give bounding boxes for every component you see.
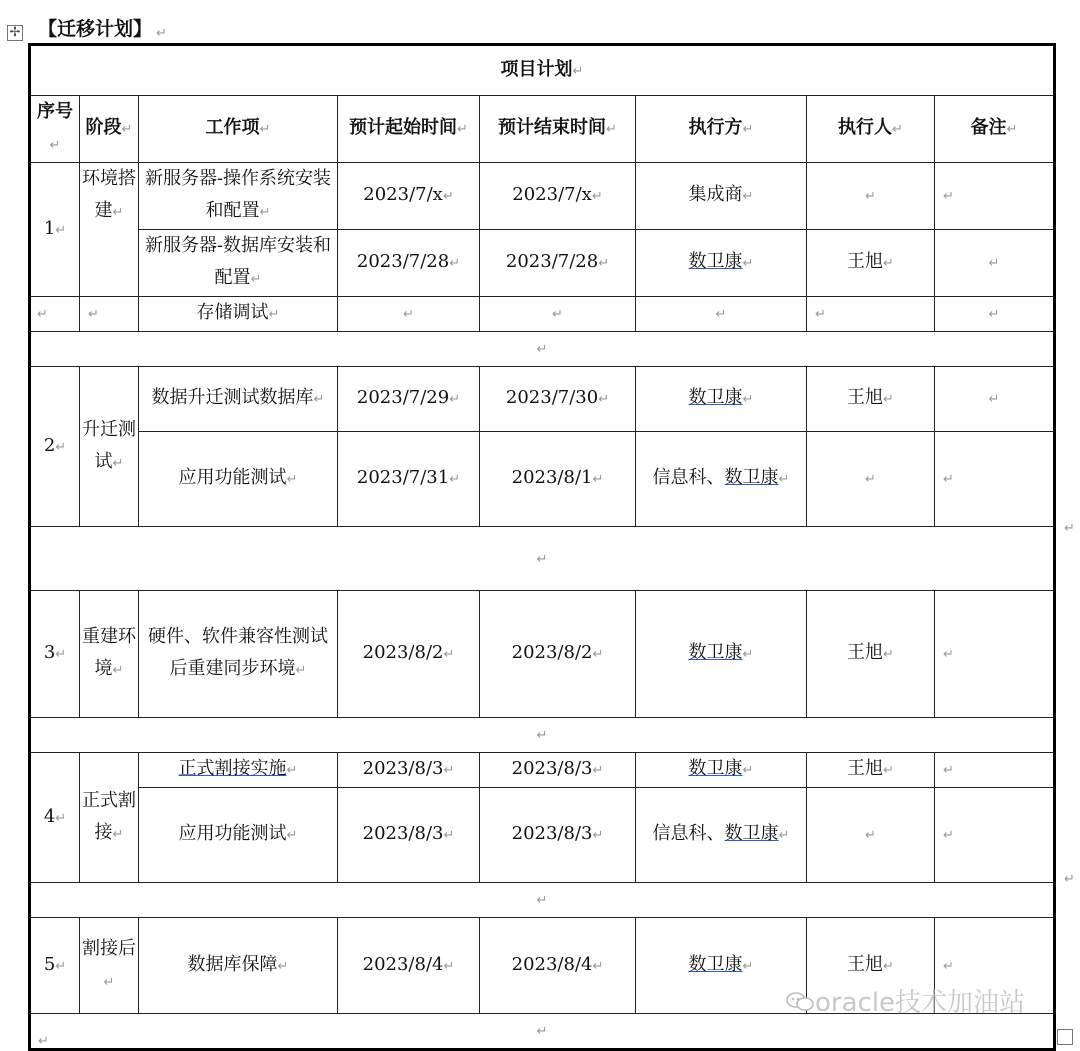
table-move-handle[interactable]: ✢ [7, 25, 23, 41]
note-cell: ↵ [935, 163, 1055, 230]
row-end-mark: ↵ [1064, 872, 1075, 887]
task-cell: 新服务器-操作系统安装和配置↵ [139, 163, 338, 230]
task-cell: 数据升迁测试数据库↵ [139, 367, 338, 432]
seq-cell: 1↵ [30, 163, 80, 297]
note-cell: ↵ [935, 918, 1055, 1014]
table-row [30, 753, 1055, 788]
seq-cell: 5↵ [30, 918, 80, 1014]
project-plan-table [28, 43, 1056, 1051]
person-cell: 王旭↵ [807, 753, 935, 788]
start-cell: 2023/8/4↵ [338, 918, 480, 1014]
party-cell: 数卫康↵ [636, 230, 807, 297]
party-cell: 数卫康↵ [636, 367, 807, 432]
end-cell: 2023/8/3↵ [480, 788, 636, 883]
document-heading [38, 14, 167, 41]
note-cell: ↵ [935, 591, 1055, 718]
start-cell: 2023/7/28↵ [338, 230, 480, 297]
start-cell: 2023/7/29↵ [338, 367, 480, 432]
task-cell: 应用功能测试↵ [139, 788, 338, 883]
table-resize-handle[interactable] [1057, 1029, 1073, 1045]
paragraph-mark: ↵ [156, 26, 167, 41]
party-cell: 数卫康↵ [636, 591, 807, 718]
start-cell: 2023/8/3↵ [338, 788, 480, 883]
person-cell: 王旭↵ [807, 230, 935, 297]
header-note: 备注↵ [935, 96, 1055, 163]
table-row [30, 230, 1055, 297]
end-cell: 2023/7/28↵ [480, 230, 636, 297]
party-cell: 数卫康↵ [636, 753, 807, 788]
header-person: 执行人↵ [807, 96, 935, 163]
task-cell: 应用功能测试↵ [139, 432, 338, 527]
person-cell: 王旭↵ [807, 591, 935, 718]
task-cell: 新服务器-数据库安装和配置↵ [139, 230, 338, 297]
table-row [30, 297, 1055, 332]
table-caption: 项目计划↵ [30, 45, 1055, 96]
party-cell: ↵ [636, 297, 807, 332]
spacer-cell: ↵ [30, 1014, 1055, 1050]
start-cell: 2023/7/31↵ [338, 432, 480, 527]
seq-cell: 2↵ [30, 367, 80, 527]
phase-cell: 升迁测试↵ [80, 367, 139, 527]
paragraph-mark: ↵ [38, 1034, 49, 1049]
end-cell: 2023/8/1↵ [480, 432, 636, 527]
party-cell: 信息科、数卫康↵ [636, 432, 807, 527]
task-cell: 存储调试↵ [139, 297, 338, 332]
header-row [30, 96, 1055, 163]
phase-cell: 环境搭建↵ [80, 163, 139, 297]
note-cell: ↵ [935, 753, 1055, 788]
start-cell: 2023/8/3↵ [338, 753, 480, 788]
task-cell: 硬件、软件兼容性测试后重建同步环境↵ [139, 591, 338, 718]
table-row [30, 591, 1055, 718]
party-cell: 数卫康↵ [636, 918, 807, 1014]
task-cell: 正式割接实施↵ [139, 753, 338, 788]
party-cell: 信息科、数卫康↵ [636, 788, 807, 883]
note-cell: ↵ [935, 297, 1055, 332]
header-start: 预计起始时间↵ [338, 96, 480, 163]
start-cell: ↵ [338, 297, 480, 332]
spacer-row [30, 883, 1055, 918]
note-cell: ↵ [935, 432, 1055, 527]
wechat-icon [785, 991, 815, 1013]
spacer-row [30, 527, 1055, 591]
spacer-row [30, 718, 1055, 753]
header-phase: 阶段↵ [80, 96, 139, 163]
person-cell: ↵ [807, 788, 935, 883]
seq-cell: 4↵ [30, 753, 80, 883]
caption-row [30, 45, 1055, 96]
seq-cell: 3↵ [30, 591, 80, 718]
header-end: 预计结束时间↵ [480, 96, 636, 163]
person-cell: ↵ [807, 432, 935, 527]
phase-cell: 割接后↵ [80, 918, 139, 1014]
note-cell: ↵ [935, 788, 1055, 883]
seq-cell: ↵ [30, 297, 80, 332]
end-cell: ↵ [480, 297, 636, 332]
person-cell: ↵ [807, 163, 935, 230]
person-cell: 王旭↵ [807, 918, 935, 1014]
table-row [30, 432, 1055, 527]
header-party: 执行方↵ [636, 96, 807, 163]
end-cell: 2023/8/4↵ [480, 918, 636, 1014]
watermark [785, 982, 1025, 1019]
end-cell: 2023/7/x↵ [480, 163, 636, 230]
phase-cell: 正式割接↵ [80, 753, 139, 883]
spacer-row [30, 332, 1055, 367]
header-seq: 序号↵ [30, 96, 80, 163]
spacer-cell: ↵ [30, 527, 1055, 591]
end-cell: 2023/7/30↵ [480, 367, 636, 432]
end-cell: 2023/8/2↵ [480, 591, 636, 718]
table-row [30, 163, 1055, 230]
end-cell: 2023/8/3↵ [480, 753, 636, 788]
start-cell: 2023/8/2↵ [338, 591, 480, 718]
spacer-cell: ↵ [30, 883, 1055, 918]
start-cell: 2023/7/x↵ [338, 163, 480, 230]
table-row [30, 788, 1055, 883]
heading-text: 【迁移计划】 [38, 18, 153, 40]
phase-cell: 重建环境↵ [80, 591, 139, 718]
table-row [30, 367, 1055, 432]
phase-cell: ↵ [80, 297, 139, 332]
header-task: 工作项↵ [139, 96, 338, 163]
spacer-cell: ↵ [30, 718, 1055, 753]
party-cell: 集成商↵ [636, 163, 807, 230]
watermark-text: oracle技术加油站 [815, 988, 1026, 1018]
person-cell: ↵ [807, 297, 935, 332]
person-cell: 王旭↵ [807, 367, 935, 432]
note-cell: ↵ [935, 367, 1055, 432]
task-cell: 数据库保障↵ [139, 918, 338, 1014]
row-end-mark: ↵ [1064, 521, 1075, 536]
spacer-cell: ↵ [30, 332, 1055, 367]
note-cell: ↵ [935, 230, 1055, 297]
